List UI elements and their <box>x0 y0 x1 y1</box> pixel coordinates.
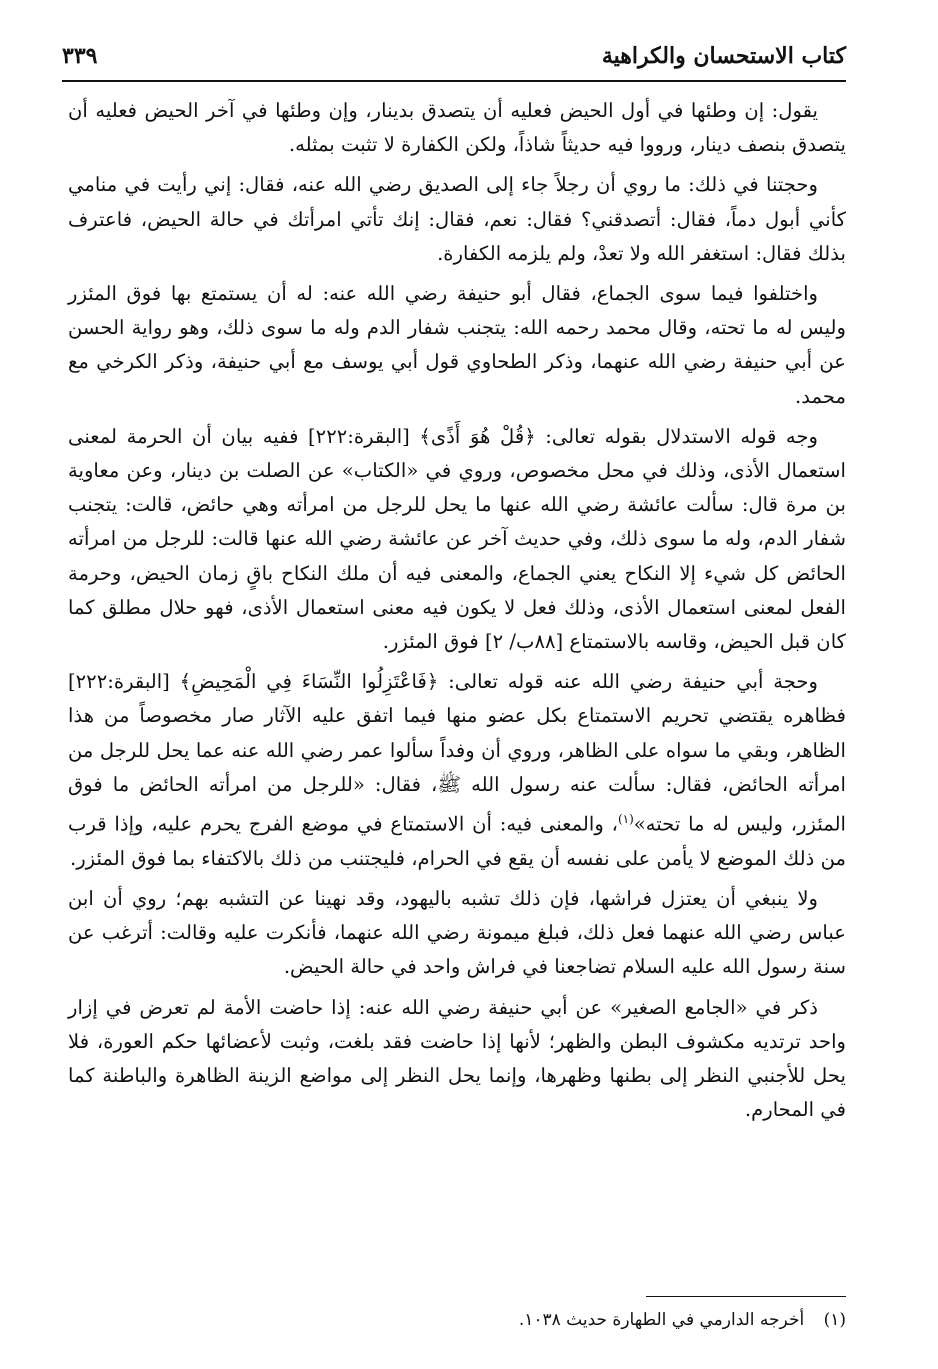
footnote-text: أخرجه الدارمي في الطهارة حديث ١٠٣٨. <box>518 1310 805 1330</box>
footnote-ref: (١) <box>617 812 634 827</box>
paragraph-text: وحجة أبي حنيفة رضي الله عنه قوله تعالى: ﴿فَاعْتَزِلُوا النِّسَاءَ فِي الْمَحِيضِ﴾ [البقرة:٢٢٢] فظاهره يقتضي تحريم الاستمتاع بكل عضو منها فيما اتفق عليه الآثار صار مخصوصاً من هذا الظاهر، وبقي ما سواه على الظاهر، وروي أن وفداً سألوا عمر رضي الله عنه عما يحل للرجل من امرأته الحائض، فقال: سألت عنه رسول الله ﷺ، فقال: «للرجل من امرأته الحائض ما فوق المئزر، وليس له ما تحته» <box>68 670 846 836</box>
paragraph: وجه قوله الاستدلال بقوله تعالى: ﴿قُلْ هُوَ أَذًى﴾ [البقرة:٢٢٢] ففيه بيان أن الحرمة لمعنى استعمال الأذى، وذلك في محل مخصوص، وروي في «الكتاب» عن الصلت بن دينار، وعن معاوية بن مرة قال: سألت عائشة رضي الله عنها ما يحل للرجل من امرأته وهي حائض، قالت: يتجنب شفار الدم، وله ما سوى ذلك، وفي حديث آخر عن عائشة رضي الله عنها قالت: للرجل من امرأته الحائض كل شيء إلا النكاح يعني الجماع، والمعنى فيه أن ملك النكاح باقٍ زمان الحيض، وحرمة الفعل لمعنى استعمال الأذى، وذلك فعل لا يكون فيه معنى استعمال الأذى، فهو حلال مطلق كما كان قبل الحيض، وقاسه بالاستمتاع [٨٨ب/ ٢] فوق المئزر. <box>68 424 846 654</box>
page-number: ٣٣٩ <box>62 43 98 69</box>
paragraph: وحجتنا في ذلك: ما روي أن رجلاً جاء إلى الصديق رضي الله عنه، فقال: إني رأيت في منامي كأني أبول دماً، فقال: أتصدقني؟ فقال: نعم، فقال: إنك تأتي امرأتك في حالة الحيض، فاعترف بذلك فقال: استغفر الله ولا تعدْ، ولم يلزمه الكفارة. <box>68 173 846 265</box>
paragraph: واختلفوا فيما سوى الجماع، فقال أبو حنيفة رضي الله عنه: له أن يستمتع بها فوق المئزر وليس له ما تحته، وقال محمد رحمه الله: يتجنب شفار الدم وله ما سوى ذلك، وهو رواية الحسن عن أبي حنيفة رضي الله عنهما، وذكر الطحاوي قول أبي يوسف مع أبي حنيفة، وذكر الكرخي مع محمد. <box>68 282 846 408</box>
header-divider <box>62 80 846 82</box>
footnote-divider <box>646 1296 846 1297</box>
footnote-number: (١) <box>823 1310 846 1330</box>
paragraph: ولا ينبغي أن يعتزل فراشها، فإن ذلك تشبه باليهود، وقد نهينا عن التشبه بهم؛ روي أن ابن عباس رضي الله عنهما فعل ذلك، فبلغ ميمونة رضي الله عنهما، فأنكرت عليه وقالت: أترغب عن سنة رسول الله عليه السلام تضاجعنا في فراش واحد في حالة الحيض. <box>68 887 846 979</box>
footnote <box>68 1307 846 1333</box>
paragraph: يقول: إن وطئها في أول الحيض فعليه أن يتصدق بدينار، وإن وطئها في آخر الحيض فعليه أن يتصدق بنصف دينار، ورووا فيه حديثاً شاذاً، ولكن الكفارة لا تثبت بمثله. <box>68 99 846 157</box>
main-text <box>68 94 846 1133</box>
chapter-title: كتاب الاستحسان والكراهية <box>601 43 846 69</box>
paragraph: ذكر في «الجامع الصغير» عن أبي حنيفة رضي الله عنه: إذا حاضت الأمة لم تعرض في إزار واحد ترتديه مكشوف البطن والظهر؛ لأنها إذا حاضت فقد بلغت، وثبت لأعضائها حكم العورة، فلا يحل للأجنبي النظر إلى بطنها وظهرها، وإنما يحل النظر إلى مواضع الزينة الظاهرة والباطنة كما في المحارم. <box>68 995 846 1122</box>
paragraph <box>68 665 846 876</box>
running-header <box>62 36 846 76</box>
paragraph-text-tail: ، والمعنى فيه: أن الاستمتاع في موضع الفرج يحرم عليه، وإذا قرب من ذلك الموضع لا يأمن على نفسه أن يقع في الحرام، فليجتنب من ذلك بالاكتفاء بما فوق المئزر. <box>68 812 846 870</box>
